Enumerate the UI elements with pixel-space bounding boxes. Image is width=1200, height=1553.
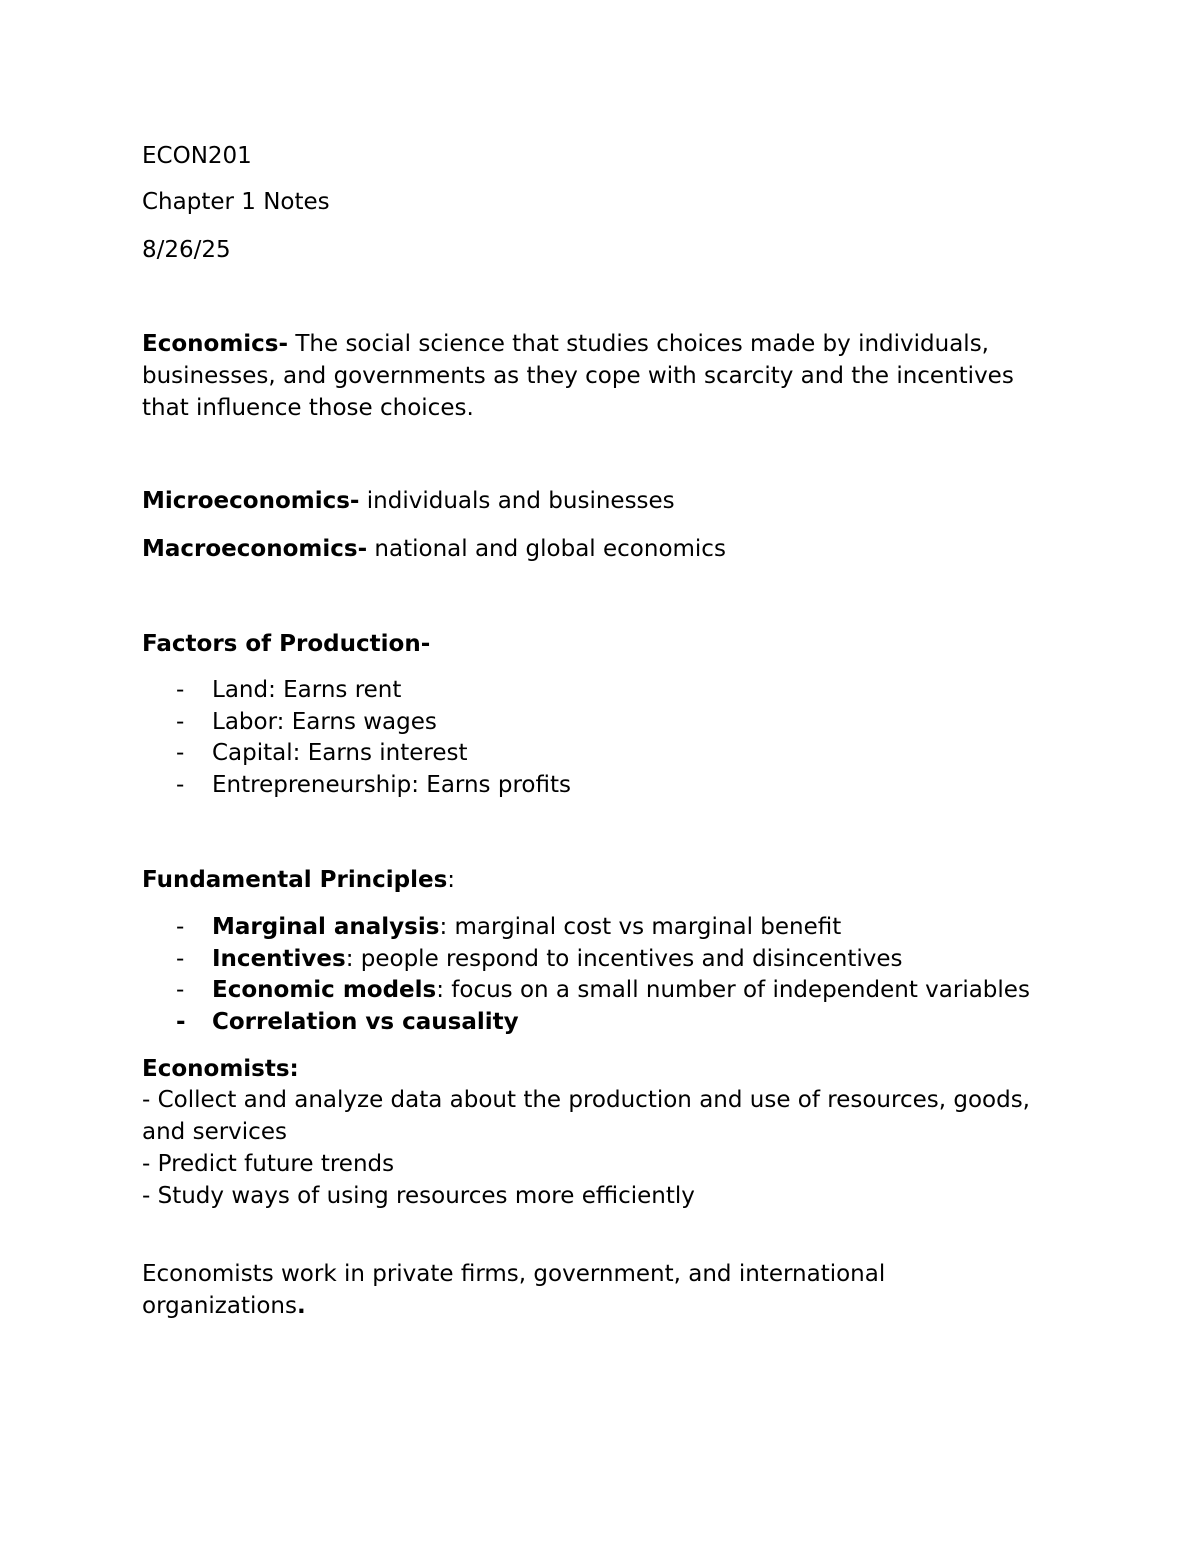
principle-term: Economic models [212, 977, 437, 1003]
list-item [142, 675, 571, 707]
bullet-dash: - [176, 945, 185, 972]
microeconomics-term: Microeconomics- [142, 488, 360, 514]
bullet-dash: - [176, 771, 185, 798]
macroeconomics-term: Macroeconomics- [142, 536, 368, 562]
macroeconomics-definition [142, 533, 726, 565]
factor-text: Labor: Earns wages [212, 708, 437, 735]
microeconomics-definition [142, 485, 675, 517]
economics-definition [142, 328, 1062, 424]
principle-term: Incentives [212, 945, 346, 972]
economists-heading: Economists: [142, 1056, 299, 1082]
economists-item-3: - Study ways of using resources more efficiently [142, 1183, 695, 1209]
list-item [142, 912, 1030, 944]
factors-list [142, 675, 571, 801]
document-date: 8/26/25 [142, 237, 231, 263]
document-title: Chapter 1 Notes [142, 189, 330, 215]
principles-heading-colon: : [447, 867, 456, 893]
list-item [142, 738, 571, 770]
bullet-dash: - [176, 677, 185, 703]
bullet-dash: - [176, 977, 185, 1003]
economics-text: The social science that studies choices made by individuals, businesses, and governments as they cope with scarcity and the incentives that influence those choices. [142, 331, 1014, 421]
principles-list [142, 912, 1030, 1038]
factor-text: Capital: Earns interest [212, 740, 468, 766]
factor-text: Entrepreneurship: Earns profits [212, 771, 571, 798]
bullet-dash: - [176, 914, 185, 940]
list-item [142, 975, 1030, 1007]
closing-period: . [297, 1293, 306, 1319]
principle-text: : people respond to incentives and disincentives [345, 945, 903, 972]
bullet-dash: - [176, 740, 185, 766]
bullet-dash: - [176, 708, 185, 735]
economists-item-1: - Collect and analyze data about the production and use of resources, goods, and services [142, 1087, 1030, 1145]
factors-heading: Factors of Production- [142, 631, 431, 657]
bullet-dash: - [176, 1008, 186, 1035]
factor-text: Land: Earns rent [212, 677, 402, 703]
list-item [142, 770, 571, 802]
macroeconomics-text: national and global economics [367, 536, 726, 562]
principles-heading-text: Fundamental Principles [142, 867, 448, 893]
principle-term: Marginal analysis [212, 914, 440, 940]
principle-text: : marginal cost vs marginal benefit [439, 914, 842, 940]
list-item [142, 944, 1030, 976]
economists-item-2: - Predict future trends [142, 1151, 395, 1177]
principle-text: : focus on a small number of independent variables [436, 977, 1030, 1003]
principles-heading [142, 864, 455, 896]
list-item [142, 707, 571, 739]
course-code: ECON201 [142, 143, 252, 169]
closing-paragraph [142, 1258, 942, 1322]
list-item [142, 1007, 1030, 1039]
closing-text: Economists work in private firms, government, and international organizations [142, 1261, 886, 1319]
microeconomics-text: individuals and businesses [359, 488, 675, 514]
principle-term: Correlation vs causality [212, 1008, 519, 1035]
economics-term: Economics- [142, 331, 289, 357]
